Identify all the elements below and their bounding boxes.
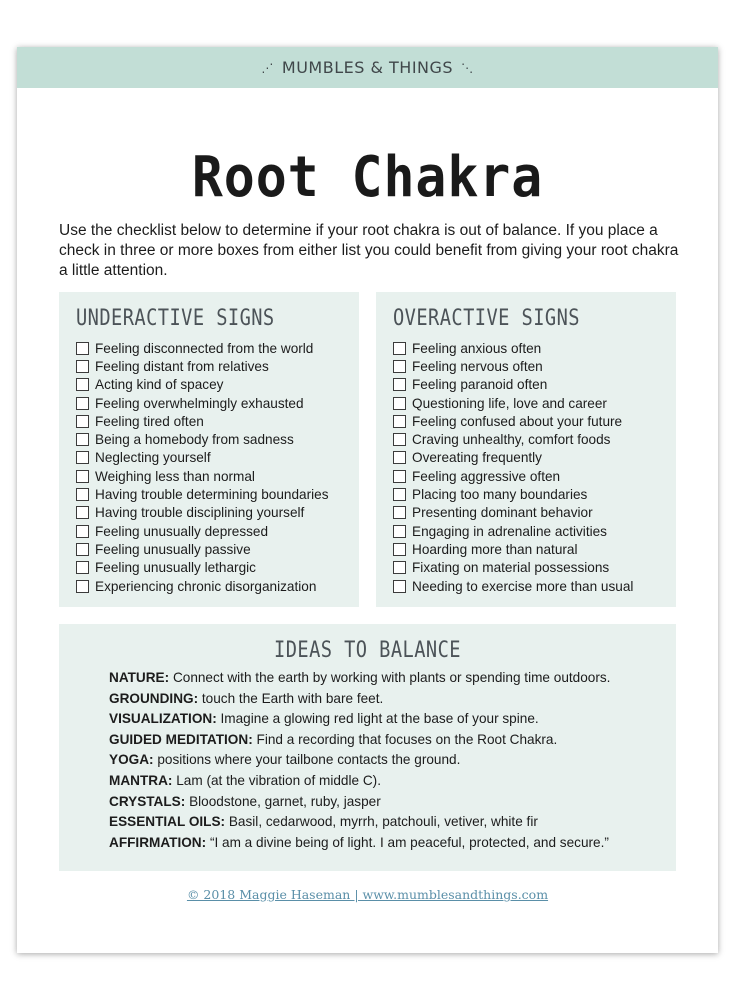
checklist-item[interactable] <box>76 522 329 540</box>
idea-text: Lam (at the vibration of middle C). <box>176 772 381 788</box>
checklist-item-label: Fixating on material possessions <box>412 560 610 576</box>
checklist-item-label: Overeating frequently <box>412 450 542 466</box>
checklist-item[interactable] <box>393 394 633 412</box>
checklist-item[interactable] <box>393 559 633 577</box>
checklist-item[interactable] <box>393 412 633 430</box>
underactive-checklist <box>76 339 329 595</box>
checkbox[interactable] <box>393 397 406 410</box>
checklist-item[interactable] <box>393 449 633 467</box>
checklist-item[interactable] <box>393 357 633 375</box>
brand-logo <box>261 58 473 77</box>
idea-item <box>109 752 610 773</box>
checklist-item[interactable] <box>393 485 633 503</box>
checklist-item[interactable] <box>76 412 329 430</box>
checklist-item-label: Feeling paranoid often <box>412 377 548 393</box>
checklist-item-label: Having trouble disciplining yourself <box>95 505 305 521</box>
checklist-item-label: Feeling anxious often <box>412 340 542 356</box>
checkbox[interactable] <box>76 433 89 446</box>
checkbox[interactable] <box>76 360 89 373</box>
checklist-item-label: Weighing less than normal <box>95 468 255 484</box>
checklist-item-label: Feeling unusually depressed <box>95 523 269 539</box>
idea-item <box>109 691 610 712</box>
checklist-item-label: Questioning life, love and career <box>412 395 607 411</box>
checklist-item-label: Feeling overwhelmingly exhausted <box>95 395 304 411</box>
page-title: Root Chakra <box>191 145 544 210</box>
checklist-item[interactable] <box>76 376 329 394</box>
checklist-item[interactable] <box>76 394 329 412</box>
header-banner <box>17 47 718 88</box>
checklist-item[interactable] <box>393 339 633 357</box>
checkbox[interactable] <box>393 543 406 556</box>
checkbox[interactable] <box>76 342 89 355</box>
checkbox[interactable] <box>76 378 89 391</box>
checkbox[interactable] <box>393 525 406 538</box>
ideas-title: IDEAS TO BALANCE <box>274 638 461 663</box>
idea-item <box>109 794 610 815</box>
checklist-item-label: Feeling distant from relatives <box>95 358 269 374</box>
idea-item <box>109 773 610 794</box>
checklist-item-label: Having trouble determining boundaries <box>95 487 329 503</box>
underactive-panel <box>59 292 359 607</box>
checklist-item[interactable] <box>76 449 329 467</box>
ideas-panel <box>59 624 676 871</box>
checklist-item[interactable] <box>393 376 633 394</box>
overactive-panel <box>376 292 676 607</box>
idea-text: Imagine a glowing red light at the base of your spine. <box>220 711 539 727</box>
checklist-item-label: Feeling unusually passive <box>95 541 251 557</box>
idea-text: Basil, cedarwood, myrrh, patchouli, vetiver, white fir <box>228 814 538 830</box>
checklist-item-label: Presenting dominant behavior <box>412 505 593 521</box>
idea-label: GUIDED MEDITATION: <box>109 731 253 747</box>
checklist-item-label: Acting kind of spacey <box>95 377 224 393</box>
checkbox[interactable] <box>76 488 89 501</box>
checkbox[interactable] <box>393 451 406 464</box>
sparkle-right-icon: ⋱ <box>461 60 474 75</box>
checklist-item[interactable] <box>393 522 633 540</box>
checklist-item[interactable] <box>76 357 329 375</box>
checkbox[interactable] <box>76 470 89 483</box>
checklist-item-label: Feeling unusually lethargic <box>95 560 256 576</box>
underactive-title: UNDERACTIVE SIGNS <box>76 306 275 331</box>
checklist-item[interactable] <box>393 430 633 448</box>
checkbox[interactable] <box>76 580 89 593</box>
checklist-item[interactable] <box>76 540 329 558</box>
checklist-item[interactable] <box>393 577 633 595</box>
checklist-item[interactable] <box>76 504 329 522</box>
idea-text: “I am a divine being of light. I am peaceful, protected, and secure.” <box>209 834 609 850</box>
idea-label: YOGA: <box>109 752 154 768</box>
checkbox[interactable] <box>76 561 89 574</box>
idea-text: Find a recording that focuses on the Root Chakra. <box>256 731 558 747</box>
idea-label: CRYSTALS: <box>109 793 186 809</box>
idea-text: Connect with the earth by working with plants or spending time outdoors. <box>172 670 611 685</box>
checkbox[interactable] <box>76 543 89 556</box>
checkbox[interactable] <box>393 415 406 428</box>
footer-link[interactable]: © 2018 Maggie Haseman | www.mumblesandthings.com <box>186 887 549 902</box>
checkbox[interactable] <box>393 378 406 391</box>
idea-label: NATURE: <box>109 670 170 685</box>
checklist-item[interactable] <box>76 430 329 448</box>
idea-item <box>109 835 610 856</box>
checklist-item-label: Placing too many boundaries <box>412 487 588 503</box>
checklist-item-label: Needing to exercise more than usual <box>412 578 634 594</box>
idea-label: AFFIRMATION: <box>109 834 207 850</box>
checklist-item-label: Feeling disconnected from the world <box>95 340 314 356</box>
checklist-item[interactable] <box>76 467 329 485</box>
idea-item <box>109 670 610 691</box>
checklist-item[interactable] <box>393 540 633 558</box>
ideas-list <box>109 670 610 855</box>
checkbox[interactable] <box>393 488 406 501</box>
checklist-item[interactable] <box>393 504 633 522</box>
checkbox[interactable] <box>76 397 89 410</box>
overactive-checklist <box>393 339 633 595</box>
checklist-item-label: Craving unhealthy, comfort foods <box>412 432 611 448</box>
idea-label: GROUNDING: <box>109 690 199 706</box>
checklist-item-label: Engaging in adrenaline activities <box>412 523 607 539</box>
checkbox[interactable] <box>76 525 89 538</box>
checklist-item[interactable] <box>76 339 329 357</box>
checkbox[interactable] <box>76 506 89 519</box>
idea-label: ESSENTIAL OILS: <box>109 814 226 830</box>
checkbox[interactable] <box>393 561 406 574</box>
checkbox[interactable] <box>393 360 406 373</box>
checklist-item[interactable] <box>76 485 329 503</box>
checklist-item-label: Feeling nervous often <box>412 358 543 374</box>
idea-text: touch the Earth with bare feet. <box>201 690 384 706</box>
worksheet-page <box>17 47 718 953</box>
checkbox[interactable] <box>393 506 406 519</box>
checklist-item[interactable] <box>76 559 329 577</box>
checkbox[interactable] <box>393 433 406 446</box>
checklist-item-label: Feeling tired often <box>95 413 204 429</box>
checkbox[interactable] <box>393 470 406 483</box>
idea-label: VISUALIZATION: <box>109 711 217 727</box>
checklist-item[interactable] <box>393 467 633 485</box>
overactive-title: OVERACTIVE SIGNS <box>393 306 580 331</box>
checklist-item[interactable] <box>76 577 329 595</box>
sparkle-left-icon: ⋰ <box>261 60 274 75</box>
idea-label: MANTRA: <box>109 772 173 788</box>
idea-text: positions where your tailbone contacts the ground. <box>157 752 461 768</box>
idea-item <box>109 814 610 835</box>
checkbox[interactable] <box>76 415 89 428</box>
checklist-item-label: Feeling confused about your future <box>412 413 623 429</box>
checklist-item-label: Feeling aggressive often <box>412 468 561 484</box>
intro-text: Use the checklist below to determine if your root chakra is out of balance. If you place a check in three or more boxes from either list you could benefit from giving your root chakra a little attention. <box>59 222 679 279</box>
checkbox[interactable] <box>393 580 406 593</box>
checklist-item-label: Being a homebody from sadness <box>95 432 294 448</box>
checklist-item-label: Hoarding more than natural <box>412 541 578 557</box>
brand-name: MUMBLES & THINGS <box>281 58 454 77</box>
idea-item <box>109 711 610 732</box>
checklist-item-label: Neglecting yourself <box>95 450 211 466</box>
checkbox[interactable] <box>76 451 89 464</box>
checkbox[interactable] <box>393 342 406 355</box>
checklist-item-label: Experiencing chronic disorganization <box>95 578 317 594</box>
idea-item <box>109 732 610 753</box>
idea-text: Bloodstone, garnet, ruby, jasper <box>189 793 381 809</box>
